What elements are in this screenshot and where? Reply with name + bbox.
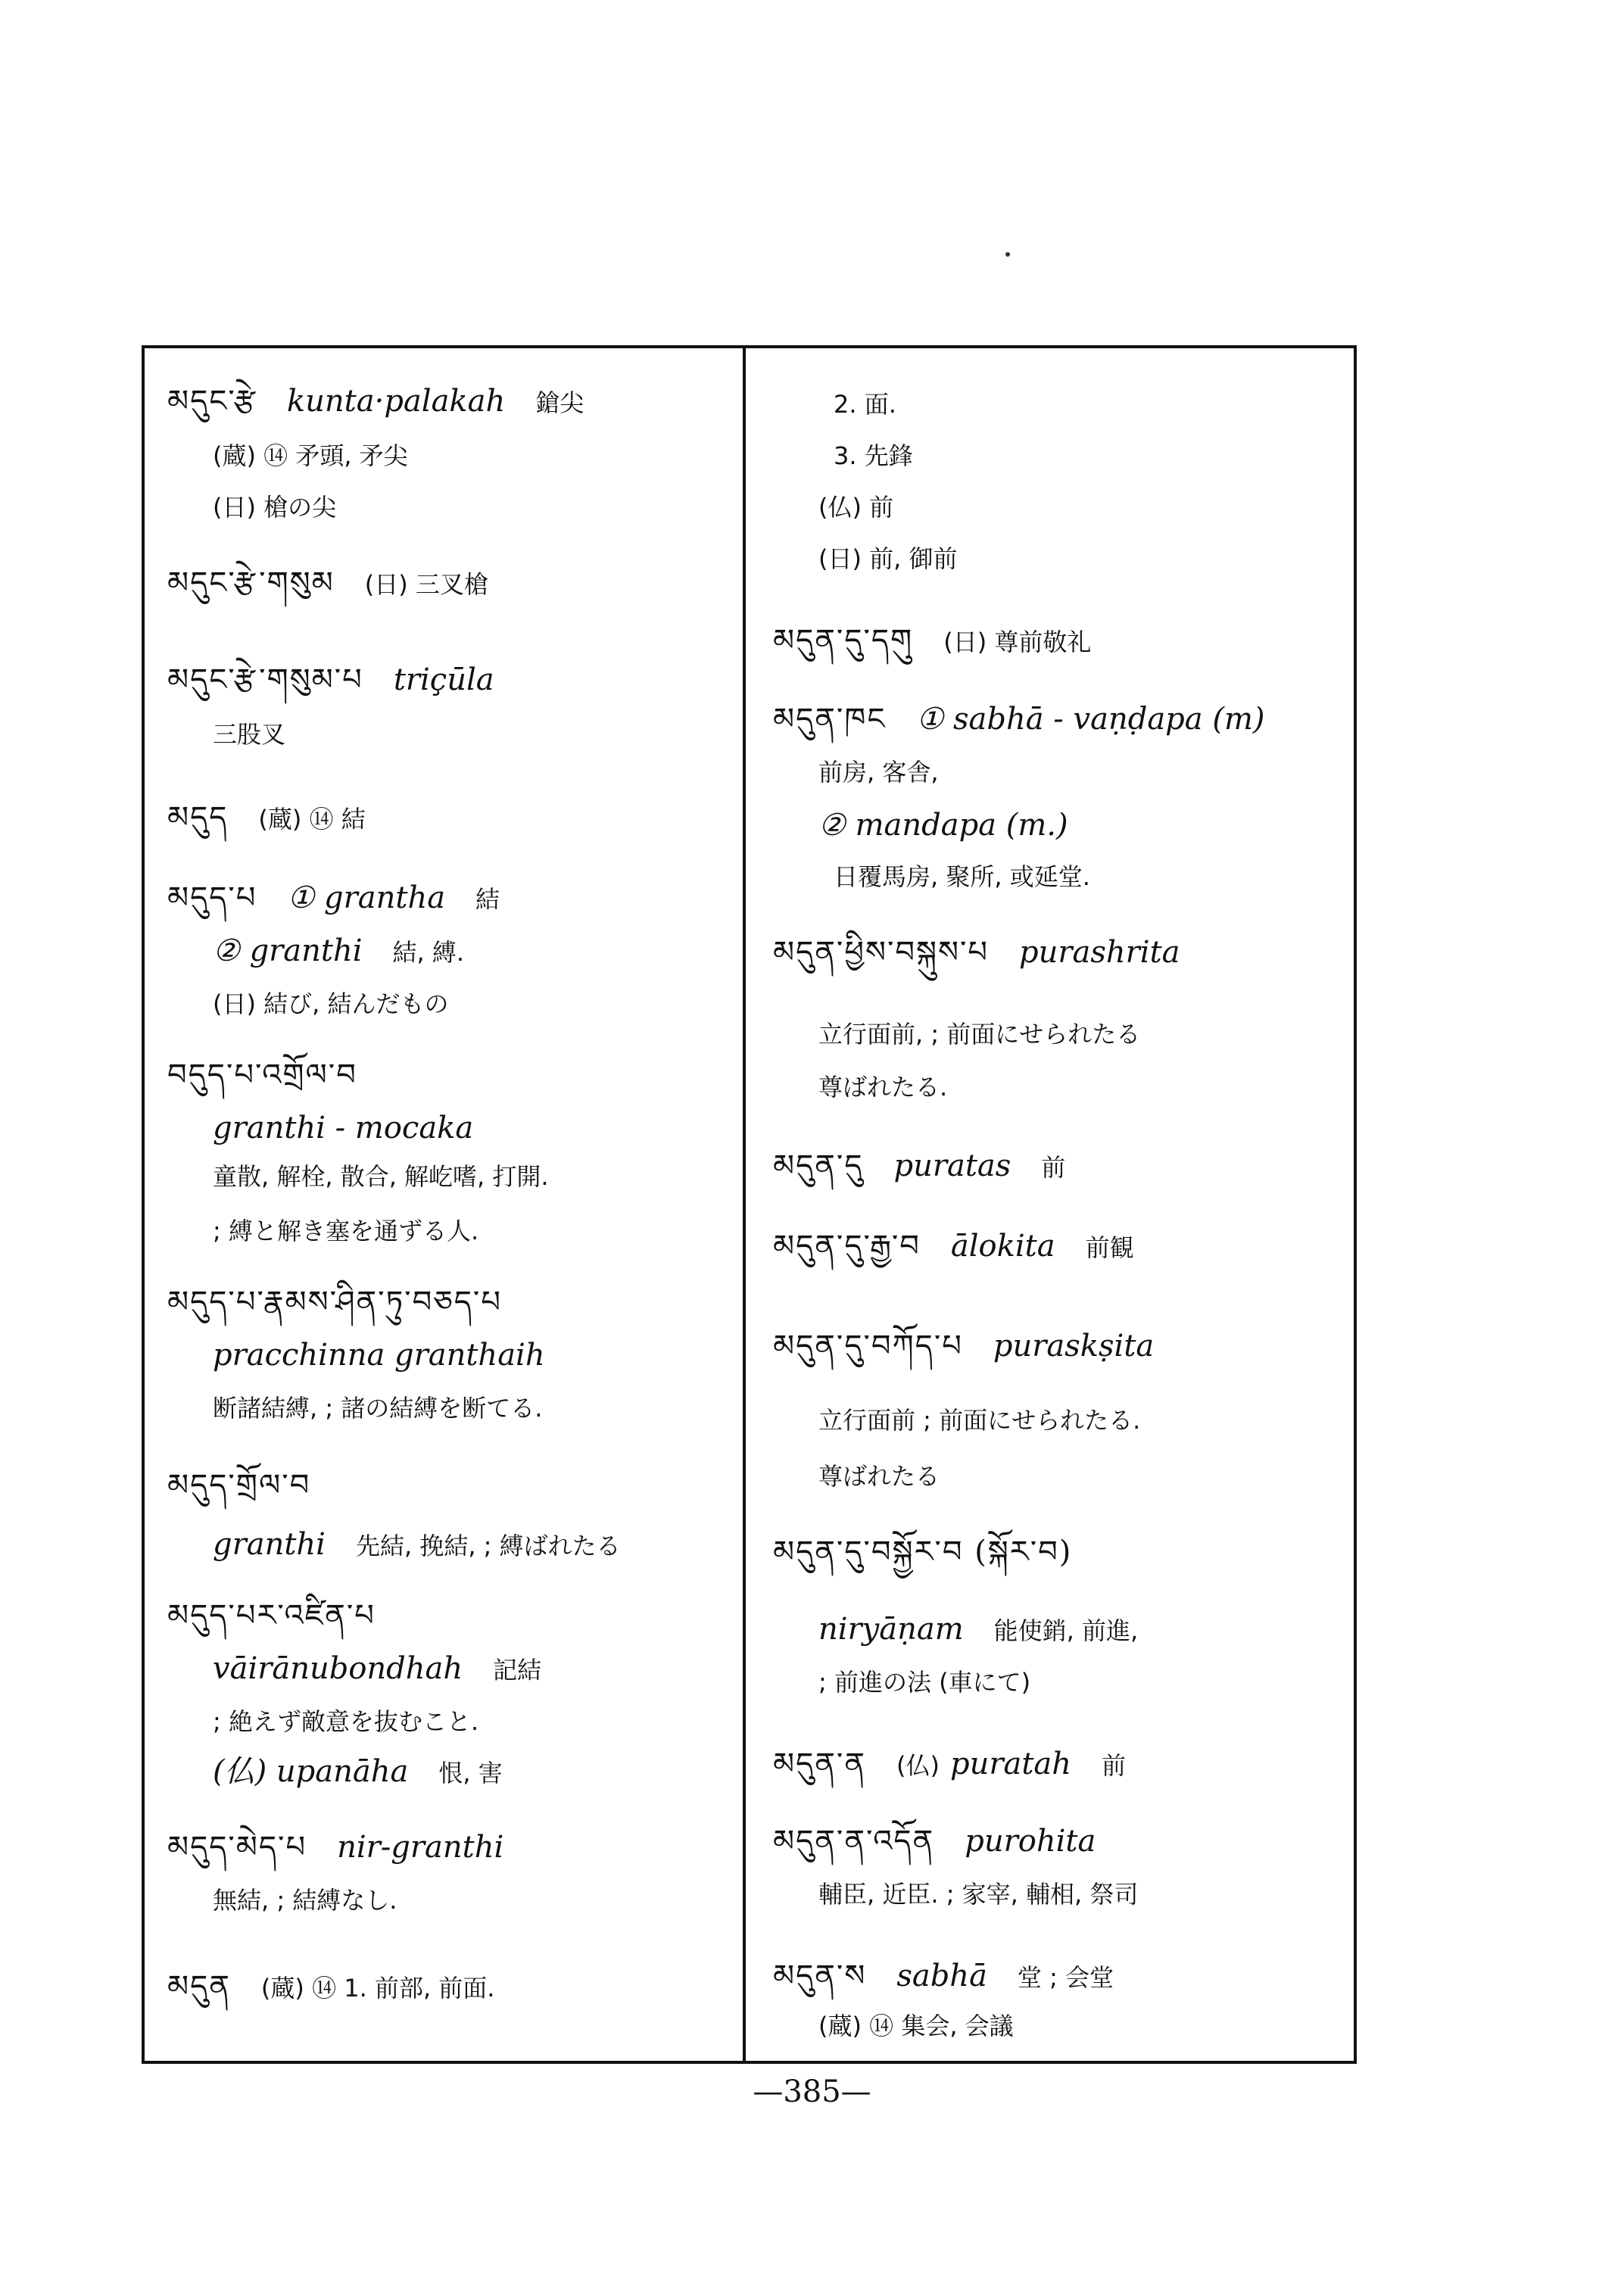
entry-line: 2. 面. xyxy=(834,390,896,419)
entry-line: granthi - mocaka xyxy=(213,1111,474,1145)
entry-line: 輔臣, 近臣. ; 家宰, 輔相, 祭司 xyxy=(818,1880,1139,1909)
entry-line: 立行面前 ; 前面にせられたる. xyxy=(818,1406,1141,1435)
entry-line: ; 縛と解き塞を通ずる人. xyxy=(213,1217,479,1245)
entry-line: མདུན་ཁང ① sabhā - vaṇḍapa (m) xyxy=(773,702,1265,737)
entry-line: མདུན་ས sabhā 堂 ; 会堂 xyxy=(773,1959,1114,1993)
entry-line: granthi 先結, 挽結, ; 縛ばれたる xyxy=(213,1527,621,1562)
entry-line: (仏) 前 xyxy=(818,493,894,522)
entry-line: མདུད་པར་འཛིན་པ xyxy=(167,1598,376,1633)
entry-line: བདུད་པ་འགྲོལ་བ xyxy=(167,1058,357,1092)
entry-line: 無結, ; 結縛なし. xyxy=(213,1886,397,1915)
entry-line: 立行面前, ; 前面にせられたる xyxy=(818,1020,1141,1049)
entry-line: ② granthi 結, 縛. xyxy=(213,933,465,968)
entry-line: 尊ばれたる xyxy=(818,1462,940,1491)
entry-line: 童散, 解栓, 散合, 解屹嗜, 打開. xyxy=(213,1162,549,1191)
entry-line: མདུན་དུ་བསྐྱོར་བ (སྐོར་བ) xyxy=(773,1535,1073,1569)
entry-line: ; 絶えず敵意を抜むこと. xyxy=(213,1707,479,1736)
entry-line: མདུན་ཕྱིས་བསྐུས་པ purashrita xyxy=(773,935,1180,970)
entry-line: (蔵) ⑭ 矛頭, 矛尖 xyxy=(213,441,408,470)
entry-line: མདུན (蔵) ⑭ 1. 前部, 前面. xyxy=(167,1969,495,2004)
entry-line: མདུད་པ་རྣམས་ཤིན་ཏུ་བཅད་པ xyxy=(167,1285,502,1320)
entry-line: ② mandapa (m.) xyxy=(818,808,1068,843)
entry-line: མདུད་གྲོལ་བ xyxy=(167,1468,311,1503)
entry-line: 尊ばれたる. xyxy=(818,1073,948,1102)
entry-line: ; 前進の法 (車にて) xyxy=(818,1668,1031,1697)
entry-line: (日) 結び, 結んだもの xyxy=(213,990,449,1018)
entry-line: (日) 槍の尖 xyxy=(213,493,337,522)
entry-line: མདུན་དུ་དགུ (日) 尊前敬礼 xyxy=(773,623,1092,658)
entry-line: མདུང་རྩེ kunta·palakah 鎗尖 xyxy=(167,384,584,419)
entry-line: 3. 先鋒 xyxy=(834,441,913,470)
entry-line: མདུན་དུ་རྒྱ་བ ālokita 前観 xyxy=(773,1229,1134,1264)
stray-mark xyxy=(1005,252,1010,257)
entry-line: མདུན་ན (仏) puratah 前 xyxy=(773,1747,1127,1781)
entry-line: niryāṇam 能使銷, 前進, xyxy=(818,1612,1139,1647)
entry-line: མདུན་དུ puratas 前 xyxy=(773,1149,1066,1183)
entry-line: 断諸結縛, ; 諸の結縛を断てる. xyxy=(213,1394,543,1423)
entry-line: 三股叉 xyxy=(213,720,286,749)
entry-line: མདུང་རྩེ་གསུམ (日) 三叉槍 xyxy=(167,566,488,600)
entry-line: (蔵) ⑭ 集会, 会議 xyxy=(818,2012,1014,2040)
entry-line: 日覆馬房, 聚所, 或延堂. xyxy=(834,862,1090,891)
right-column xyxy=(773,348,1348,2061)
entry-line: མདུད (蔵) ⑭ 結 xyxy=(167,800,366,835)
page-number: —385— xyxy=(753,2074,871,2109)
left-column xyxy=(167,348,728,2061)
entry-line: vāirānubondhah 記結 xyxy=(213,1651,542,1686)
entry-line: མདུང་རྩེ་གསུམ་པ triçūla xyxy=(167,662,494,697)
entry-line: མདུན་ན་འདོན purohita xyxy=(773,1824,1096,1859)
entry-line: མདུད་པ ① grantha 結 xyxy=(167,881,500,915)
entry-line: (仏) upanāha 恨, 害 xyxy=(213,1754,503,1789)
column-divider xyxy=(743,348,746,2061)
dictionary-frame xyxy=(142,345,1357,2064)
entry-line: (日) 前, 御前 xyxy=(818,544,958,573)
entry-line: མདུད་མེད་པ nir-granthi xyxy=(167,1830,504,1865)
entry-line: མདུན་དུ་བཀོད་པ puraskṣita xyxy=(773,1329,1155,1364)
entry-line: 前房, 客舎, xyxy=(818,758,939,787)
entry-line: pracchinna granthaih xyxy=(213,1338,545,1373)
